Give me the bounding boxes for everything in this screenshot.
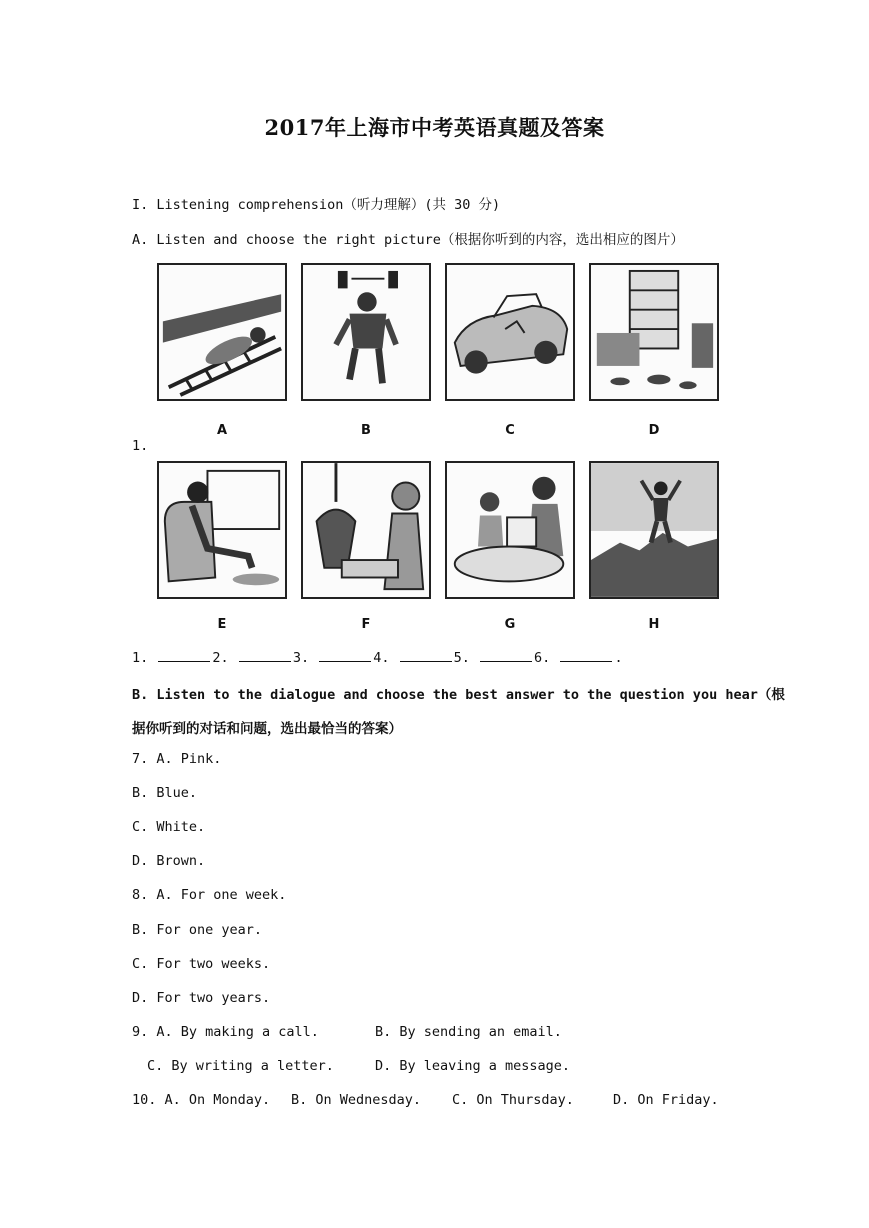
answer-number: 5. <box>453 650 470 666</box>
q7-option-d: D. Brown. <box>132 853 206 869</box>
q9-option-d: D. By leaving a message. <box>375 1058 571 1074</box>
q9-option-b: B. By sending an email. <box>375 1024 562 1040</box>
q10-option-c: C. On Thursday. <box>452 1092 574 1108</box>
picture-c-damaged-car-icon <box>445 263 575 401</box>
answer-blank-6[interactable] <box>560 649 612 662</box>
picture-d-messy-room-icon <box>589 263 719 401</box>
q9-option-c: C. By writing a letter. <box>147 1058 334 1074</box>
answer-blanks-row: 1. 2. 3. 4. 5. 6. . <box>132 650 623 666</box>
q8-option-d: D. For two years. <box>132 990 271 1006</box>
picture-g-mother-and-child-reading-icon <box>445 461 575 599</box>
answer-number: 2. <box>212 650 229 666</box>
part-a-heading: A. Listen and choose the right picture（根据你听到的内容，选出相应的图片） <box>132 232 684 248</box>
picture-label: B <box>361 423 371 438</box>
page-title: 2017年上海市中考英语真题及答案 <box>264 115 605 140</box>
q7-option-c: C. White. <box>132 819 206 835</box>
answer-number: 4. <box>373 650 390 666</box>
answer-number: 6. <box>534 650 551 666</box>
answer-blank-2[interactable] <box>239 649 291 662</box>
q7-option-b: B. Blue. <box>132 785 198 801</box>
answer-number: 3. <box>292 650 310 666</box>
answer-blank-3[interactable] <box>319 649 371 662</box>
q10-option-a: 10. A. On Monday. <box>132 1092 271 1108</box>
picture-h-person-on-mountain-top-icon <box>589 461 719 599</box>
picture-label: F <box>361 617 371 632</box>
q10-option-d: D. On Friday. <box>613 1092 719 1108</box>
picture-label: D <box>648 423 660 438</box>
answer-number: 1. <box>132 650 149 666</box>
row-number: 1. <box>132 438 149 454</box>
q7-option-a: 7. A. Pink. <box>132 751 222 767</box>
picture-e-person-in-armchair-icon <box>157 461 287 599</box>
picture-label: A <box>216 423 228 438</box>
picture-label: H <box>648 617 660 632</box>
answer-blank-4[interactable] <box>400 649 452 662</box>
q8-option-c: C. For two weeks. <box>132 956 271 972</box>
picture-b-person-crossing-traffic-lights-icon <box>301 263 431 401</box>
q8-option-b: B. For one year. <box>132 922 263 938</box>
picture-label: E <box>217 617 227 632</box>
q8-option-a: 8. A. For one week. <box>132 887 287 903</box>
picture-label: C <box>505 423 515 438</box>
answer-blank-5[interactable] <box>480 649 532 662</box>
part-b-heading-line1: B. Listen to the dialogue and choose the best answer to the question you hear（根 <box>132 687 785 703</box>
part-b-heading-line2: 据你听到的对话和问题，选出最恰当的答案） <box>132 721 402 737</box>
answer-blank-1[interactable] <box>158 649 210 662</box>
picture-a-person-lying-on-ladder-icon <box>157 263 287 401</box>
section-heading: I. Listening comprehension（听力理解）(共 30 分) <box>132 197 501 213</box>
picture-f-woman-with-injured-leg-icon <box>301 461 431 599</box>
picture-label: G <box>504 617 516 632</box>
q10-option-b: B. On Wednesday. <box>291 1092 422 1108</box>
q9-option-a: 9. A. By making a call. <box>132 1024 319 1040</box>
